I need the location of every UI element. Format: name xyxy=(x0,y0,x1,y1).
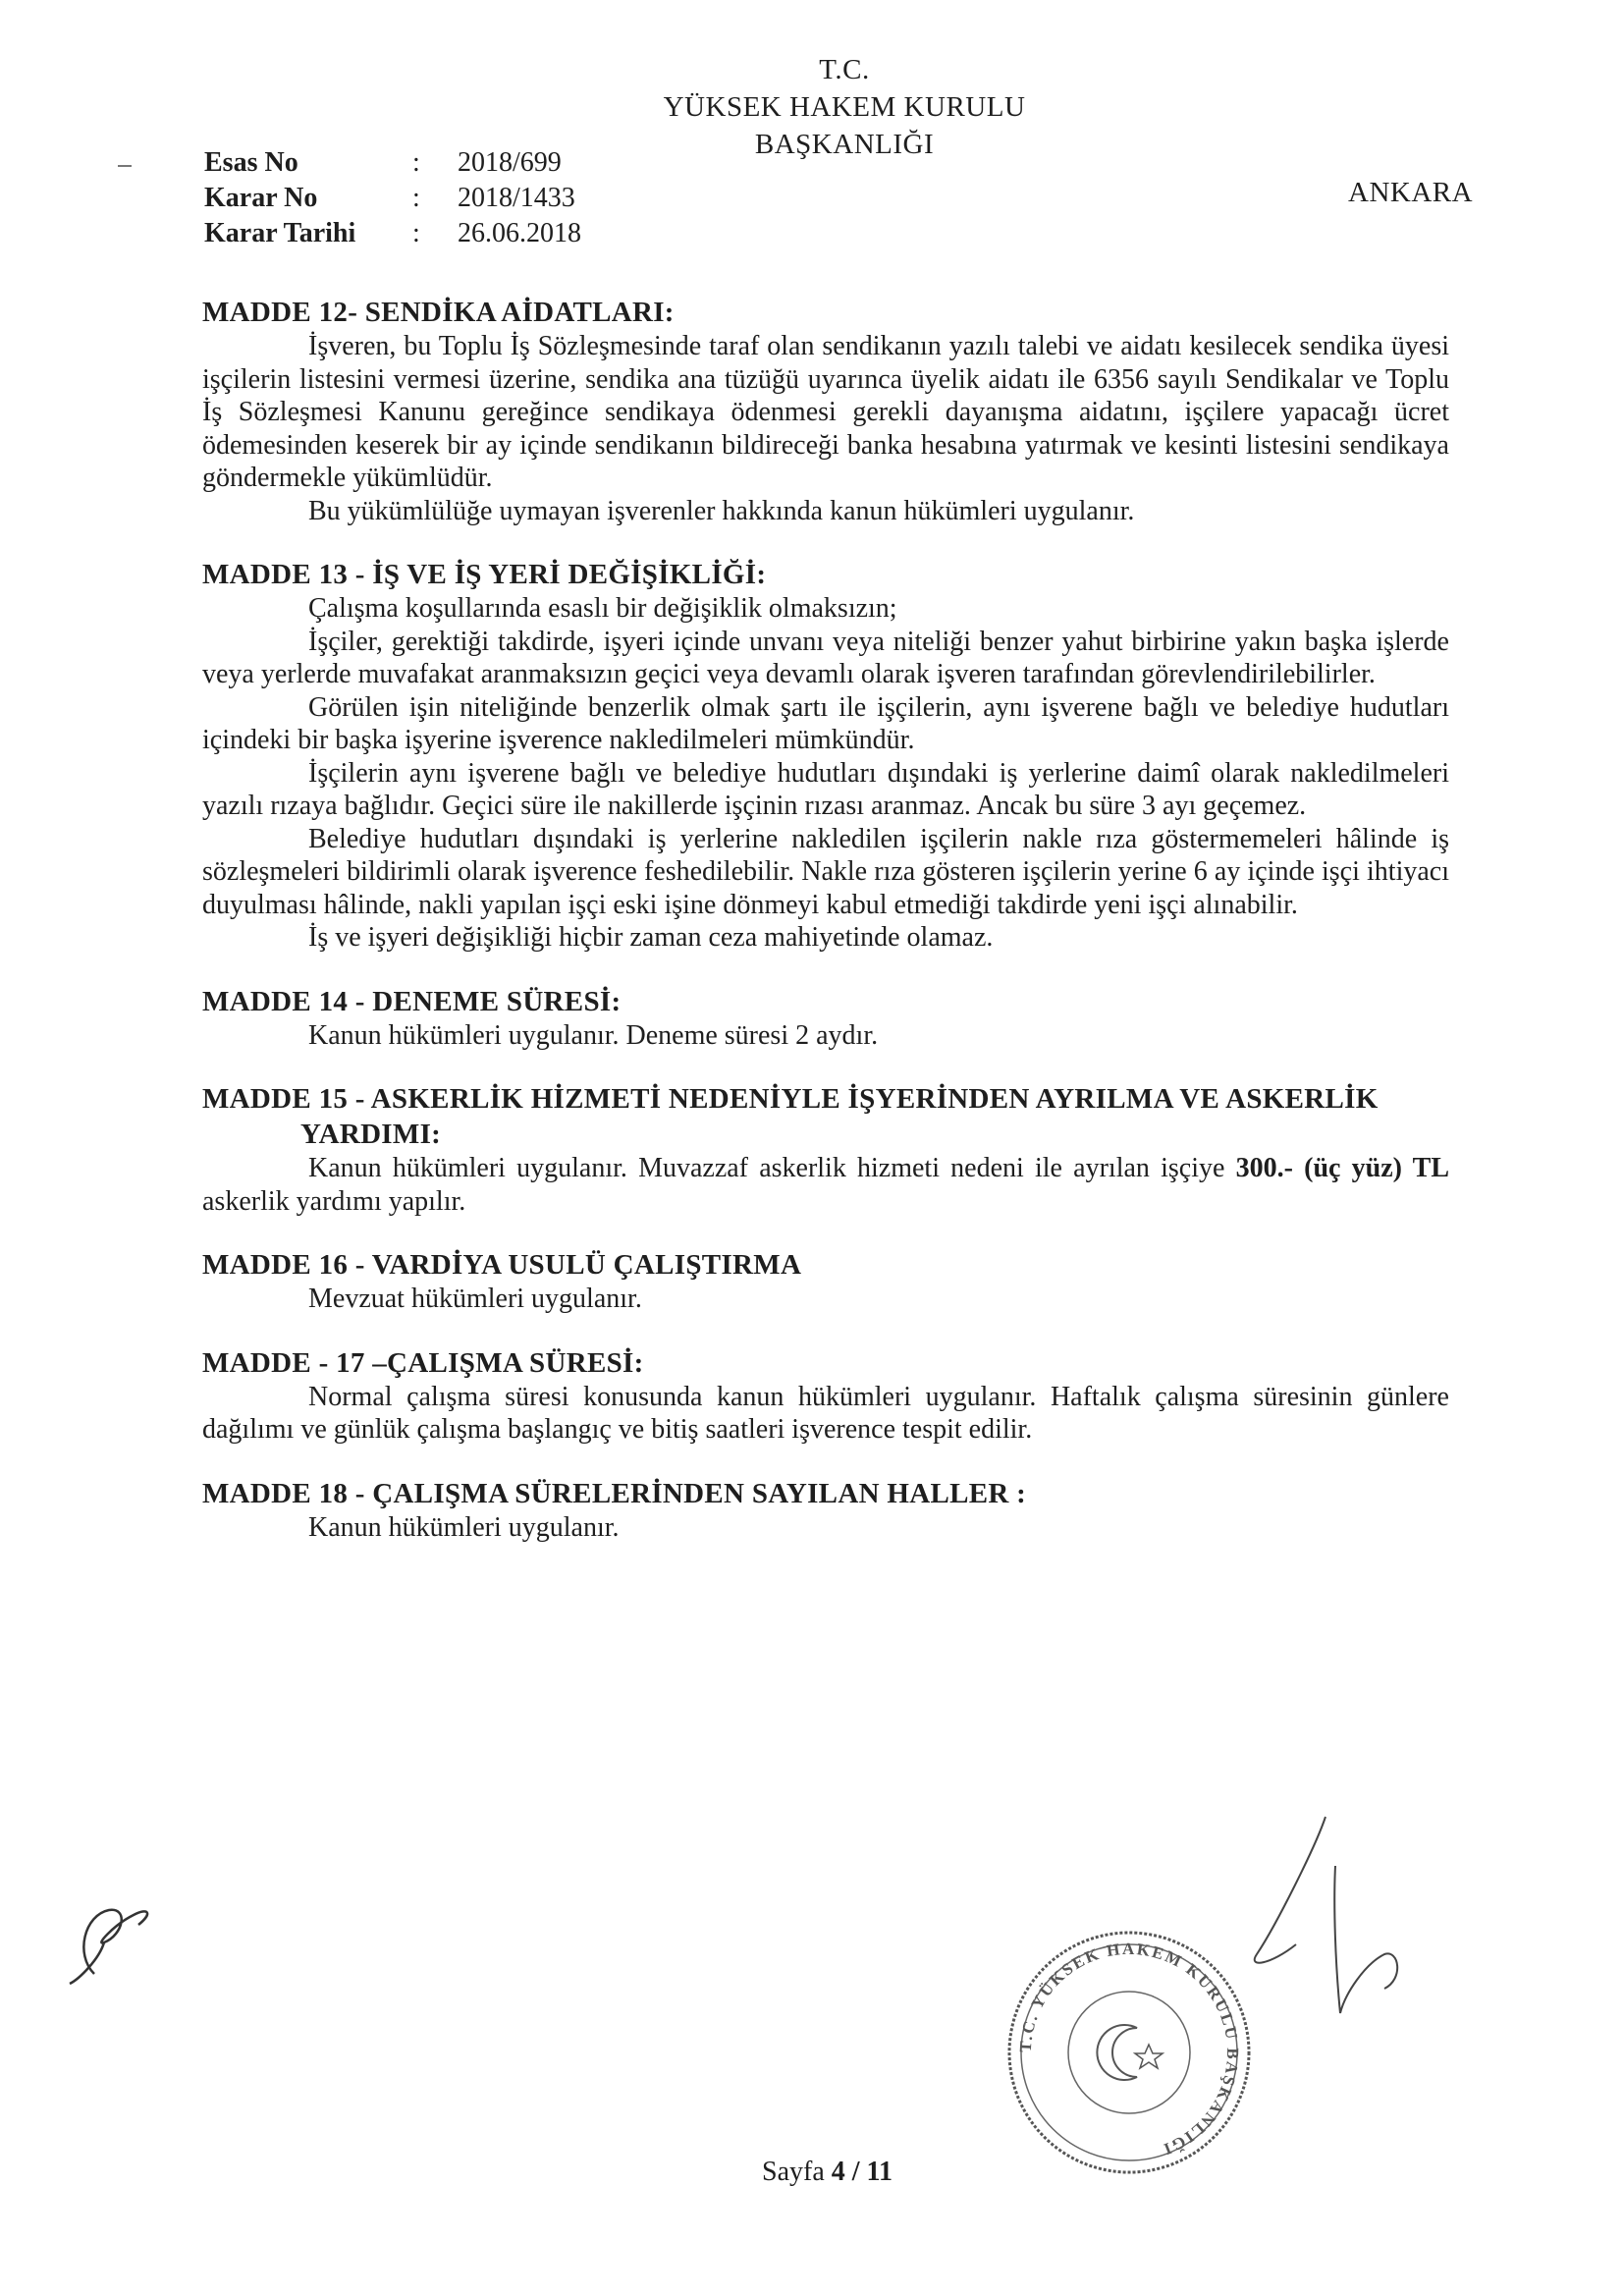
article-18 xyxy=(202,1476,1449,1545)
article-title: MADDE 18 - ÇALIŞMA SÜRELERİNDEN SAYILAN HALLER : xyxy=(202,1477,1027,1509)
meta-colon: : xyxy=(412,218,420,248)
case-metadata xyxy=(204,145,581,251)
article-paragraph xyxy=(202,1152,1449,1218)
meta-value: 26.06.2018 xyxy=(458,218,581,248)
meta-label: Esas No xyxy=(204,147,298,178)
header-line-tc: T.C. xyxy=(819,54,870,85)
paragraph-text: askerlik yardımı yapılır. xyxy=(202,1185,466,1217)
article-paragraph: Görülen işin niteliğinde benzerlik olmak şartı ile işçilerin, aynı işverene bağlı ve belediye hudutları içindeki bir başka işyerine işverence nakledilmeleri mümkündür. xyxy=(202,691,1449,755)
document-body xyxy=(202,295,1449,1573)
meta-label: Karar No xyxy=(204,183,318,213)
article-14 xyxy=(202,984,1449,1053)
article-13 xyxy=(202,557,1449,955)
paragraph-bold-amount: 300.- (üç yüz) TL xyxy=(1235,1153,1449,1183)
article-paragraph: İşçiler, gerektiği takdirde, işyeri içinde unvanı veya niteliği benzer yahut birbirine yakın başka işlerde veya yerlerde muvafakat aranmaksızın geçici veya devamlı olarak işveren tarafından görevlendirilebilirler. xyxy=(202,626,1449,689)
meta-row-esas xyxy=(204,145,581,181)
article-title: MADDE 12- SENDİKA AİDATLARI: xyxy=(202,297,675,328)
article-title: MADDE 14 - DENEME SÜRESİ: xyxy=(202,985,622,1017)
meta-colon: : xyxy=(412,147,420,178)
article-paragraph: İşveren, bu Toplu İş Sözleşmesinde taraf olan sendikanın yazılı talebi ve aidatı kesilecek sendika üyesi işçilerin listesini vermesi üzerine, sendika ana tüzüğü uyarınca üyelik aidatı ile 6356 sayılı Sendikalar ve Toplu İş Sözleşmesi Kanunu gereğince sendikaya ödenmesi gerekli dayanışma aidatını, işçilere yapacağı ücret ödemesinden keserek bir ay içinde sendikanın bildireceği banka hesabına yatırmak ve kesinti listesini sendikaya göndermekle yükümlüdür. xyxy=(202,331,1449,493)
header-line-presidency: BAŞKANLIĞI xyxy=(754,129,935,160)
page-number-value: 4 / 11 xyxy=(831,2157,893,2187)
meta-row-karar-tarihi xyxy=(204,216,581,251)
article-paragraph: Normal çalışma süresi konusunda kanun hükümleri uygulanır. Haftalık çalışma süresinin günlere dağılımı ve günlük çalışma başlangıç ve bitiş saatleri işverence tespit edilir. xyxy=(202,1381,1449,1445)
article-15 xyxy=(202,1081,1449,1218)
meta-value: 2018/1433 xyxy=(458,183,575,213)
meta-colon: : xyxy=(412,183,420,213)
article-paragraph: Kanun hükümleri uygulanır. xyxy=(308,1511,620,1543)
article-title: MADDE 16 - VARDİYA USULÜ ÇALIŞTIRMA xyxy=(202,1249,802,1281)
paragraph-text: Kanun hükümleri uygulanır. Muvazzaf askerlik hizmeti nedeni ile ayrılan işçiye xyxy=(308,1153,1236,1183)
article-16 xyxy=(202,1247,1449,1316)
document-header xyxy=(550,51,1139,163)
header-line-institution: YÜKSEK HAKEM KURULU xyxy=(663,91,1026,123)
meta-row-karar xyxy=(204,181,581,216)
article-paragraph: İşçilerin aynı işverene bağlı ve belediye hudutları dışındaki iş yerlerine daimî olarak nakledilmeleri yazılı rızaya bağlıdır. Geçici süre ile nakillerde işçinin rızası aranmaz. Ancak bu süre 3 ayı geçemez. xyxy=(202,757,1449,821)
meta-label: Karar Tarihi xyxy=(204,218,356,248)
article-paragraph: Bu yükümlülüğe uymayan işverenler hakkında kanun hükümleri uygulanır. xyxy=(308,495,1135,526)
header-city: ANKARA xyxy=(1348,177,1474,208)
page-label: Sayfa xyxy=(762,2157,825,2187)
article-paragraph: Mevzuat hükümleri uygulanır. xyxy=(308,1284,642,1314)
article-paragraph: Belediye hudutları dışındaki iş yerlerine nakledilen işçilerin nakle rıza göstermemeleri hâlinde iş sözleşmeleri bildirimli olarak işverence feshedilebilir. Nakle rıza gösteren işçilerin yerine 6 ay içinde işçi ihtiyacı duyulması hâlinde, nakli yapılan işçi eski işine dönmeyi kabul etmediği takdirde yeni işçi alınabilir. xyxy=(202,823,1449,920)
margin-mark xyxy=(118,165,132,167)
article-title: MADDE 13 - İŞ VE İŞ YERİ DEĞİŞİKLİĞİ: xyxy=(202,559,767,590)
article-title: MADDE 15 - ASKERLİK HİZMETİ NEDENİYLE İŞYERİNDEN AYRILMA VE ASKERLİK YARDIMI: xyxy=(202,1083,1379,1150)
article-17 xyxy=(202,1345,1449,1447)
article-paragraph: Çalışma koşullarında esaslı bir değişiklik olmaksızın; xyxy=(308,593,897,624)
article-paragraph: İş ve işyeri değişikliği hiçbir zaman ceza mahiyetinde olamaz. xyxy=(308,922,994,953)
handwritten-initial xyxy=(55,1886,173,1994)
article-title: MADDE - 17 –ÇALIŞMA SÜRESİ: xyxy=(202,1346,644,1379)
official-stamp xyxy=(1001,1925,1257,2180)
page-number xyxy=(762,2157,893,2188)
article-12 xyxy=(202,295,1449,527)
stamp-text: T.C. YÜKSEK HAKEM KURULU BAŞKANLIĞI xyxy=(1015,1939,1243,2159)
article-paragraph: Kanun hükümleri uygulanır. Deneme süresi 2 aydır. xyxy=(308,1019,879,1051)
meta-value: 2018/699 xyxy=(458,147,562,178)
